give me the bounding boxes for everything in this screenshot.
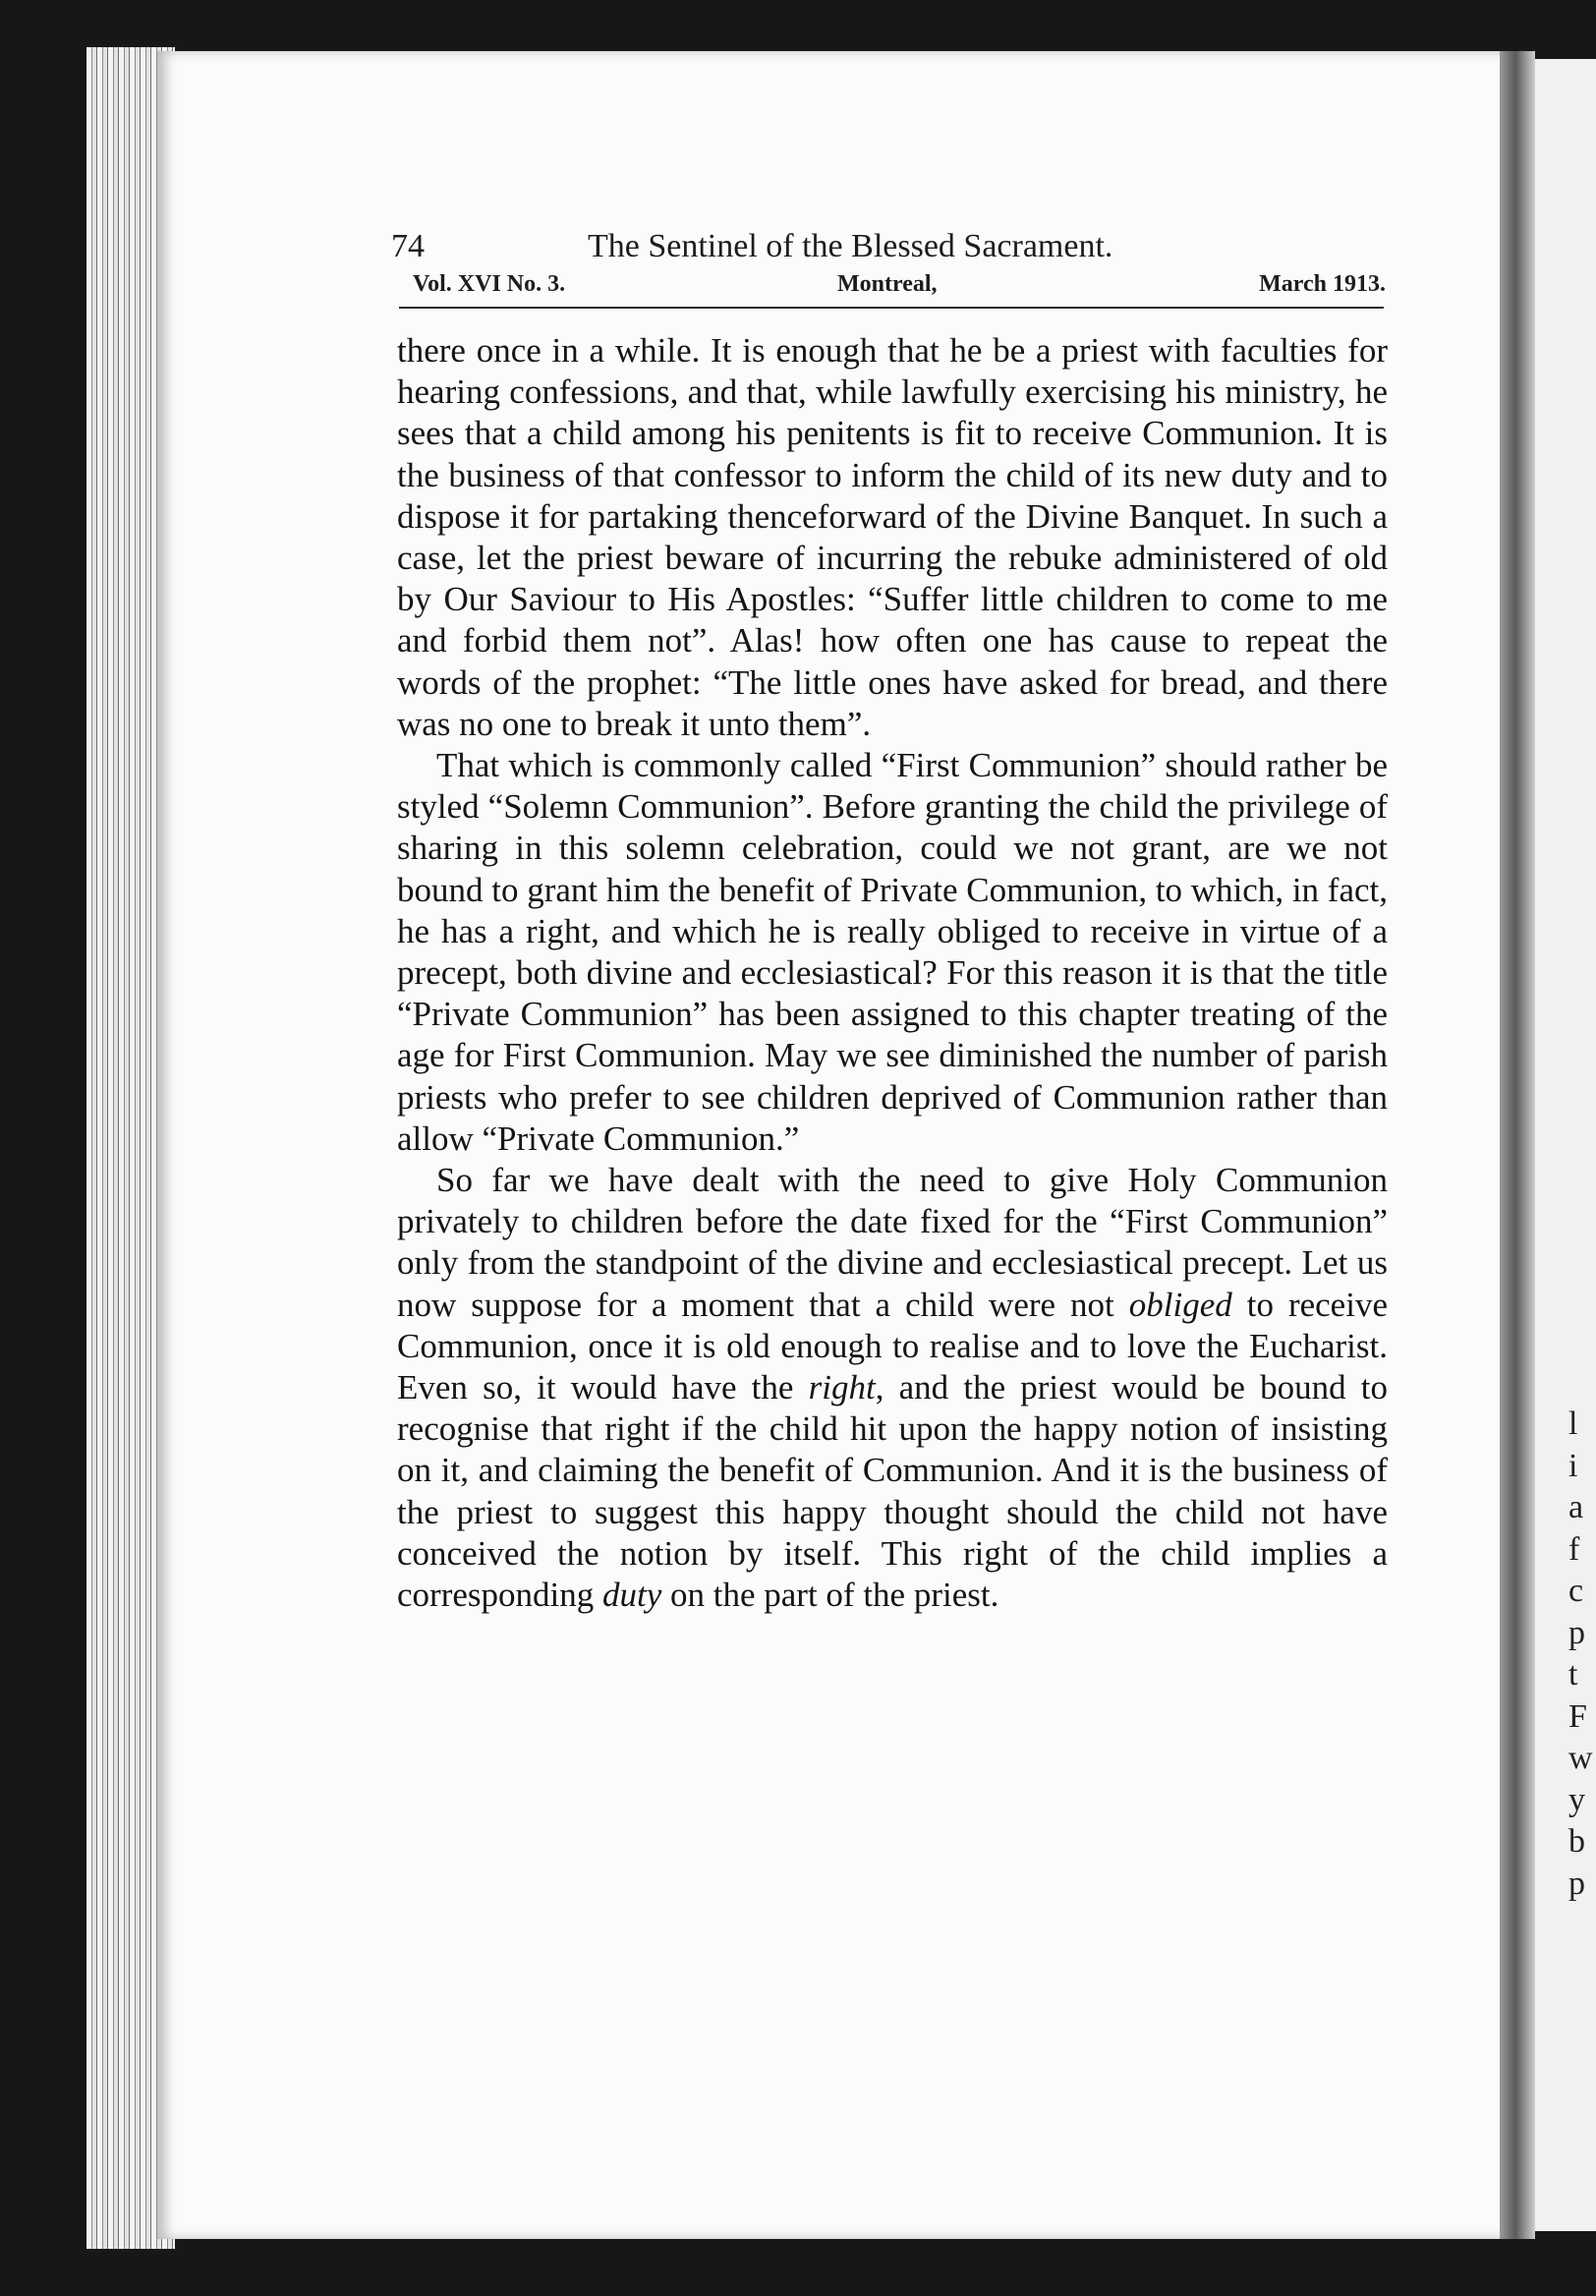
running-title: The Sentinel of the Blessed Sacrament.	[588, 228, 1113, 264]
volume-number: Vol. XVI No. 3.	[413, 271, 566, 297]
fragment: y	[1568, 1781, 1585, 1818]
paragraph-text: So far we have dealt with the need to give Holy Communion privately to children before the date fixed for the “First Communion” only from the standpoint of the divine and ecclesiastical precept. Let us now suppose for a moment that a child were not	[397, 1161, 1388, 1324]
fragment: c	[1568, 1573, 1584, 1609]
paragraph-text: on the part of the priest.	[661, 1576, 999, 1615]
facing-page-text-fragments	[1568, 1404, 1596, 1905]
paragraph: That which is commonly called “First Communion” should rather be styled “Solemn Communion”. Before granting the child the privilege of sharing in this solemn celebration, could we not grant, are we not bound to grant him the benefit of Private Communion, to which, in fact, he has a right, and which he is really obliged to receive in virtue of a precept, both divine and ecclesiastical? For this reason it is that the title “Private Communion” has been assigned to this chapter treating of the age for First Communion. May we see diminished the number of parish priests who prefer to see children deprived of Communion rather than allow “Private Communion.”	[397, 746, 1389, 1158]
article-body	[397, 330, 1388, 1616]
fragment: w	[1568, 1740, 1593, 1776]
paragraph	[397, 1160, 1388, 1616]
publication-city: Montreal,	[837, 271, 938, 297]
fragment: l	[1568, 1406, 1578, 1442]
issue-line	[413, 271, 1386, 307]
fragment: F	[1568, 1697, 1587, 1735]
emphasis-text: obliged	[1128, 1285, 1232, 1324]
fragment: p	[1568, 1614, 1585, 1651]
paragraph: there once in a while. It is enough that he be a priest with faculties for hearing confessions, and that, while lawfully exercising his ministry, he sees that a child among his penitents is fit to receive Communion. It is the business of that confessor to inform the child of its new duty and to dispose it for partaking thenceforward of the Divine Banquet. In such a case, let the priest beware of incurring the rebuke administered of old by Our Saviour to His Apostles: “Suffer little children to come to me and forbid them not”. Alas! how often one has cause to repeat the words of the prophet: “The little ones have asked for bread, and there was no one to break it unto them”.	[397, 331, 1388, 743]
paragraph-text: , and the priest would be bound to recognise that right if the child hit upon the happy notion of insisting on it, and claiming the benefit of Communion. And it is the business of the priest to suggest this happy thought should the child not have conceived the notion by itself. This right of the child implies a corresponding	[397, 1368, 1389, 1615]
paragraph-text: to receive Communion, once it is old enough to realise and to love the Eucharist. Even so, it would have the	[397, 1285, 1388, 1407]
book-gutter	[1500, 51, 1535, 2239]
fragment: f	[1568, 1530, 1580, 1568]
fragment: p	[1568, 1865, 1585, 1902]
emphasis-text: right	[808, 1368, 876, 1407]
facing-page-edge	[1535, 59, 1596, 2231]
header-rule	[399, 307, 1384, 309]
issue-date: March 1913.	[1259, 271, 1386, 297]
fragment: a	[1568, 1489, 1584, 1525]
fragment: t	[1568, 1656, 1578, 1693]
fragment: i	[1568, 1447, 1578, 1484]
page-number: 74	[391, 228, 425, 264]
running-header	[391, 228, 1384, 271]
fragment: b	[1568, 1823, 1585, 1860]
emphasis-text: duty	[601, 1576, 662, 1615]
